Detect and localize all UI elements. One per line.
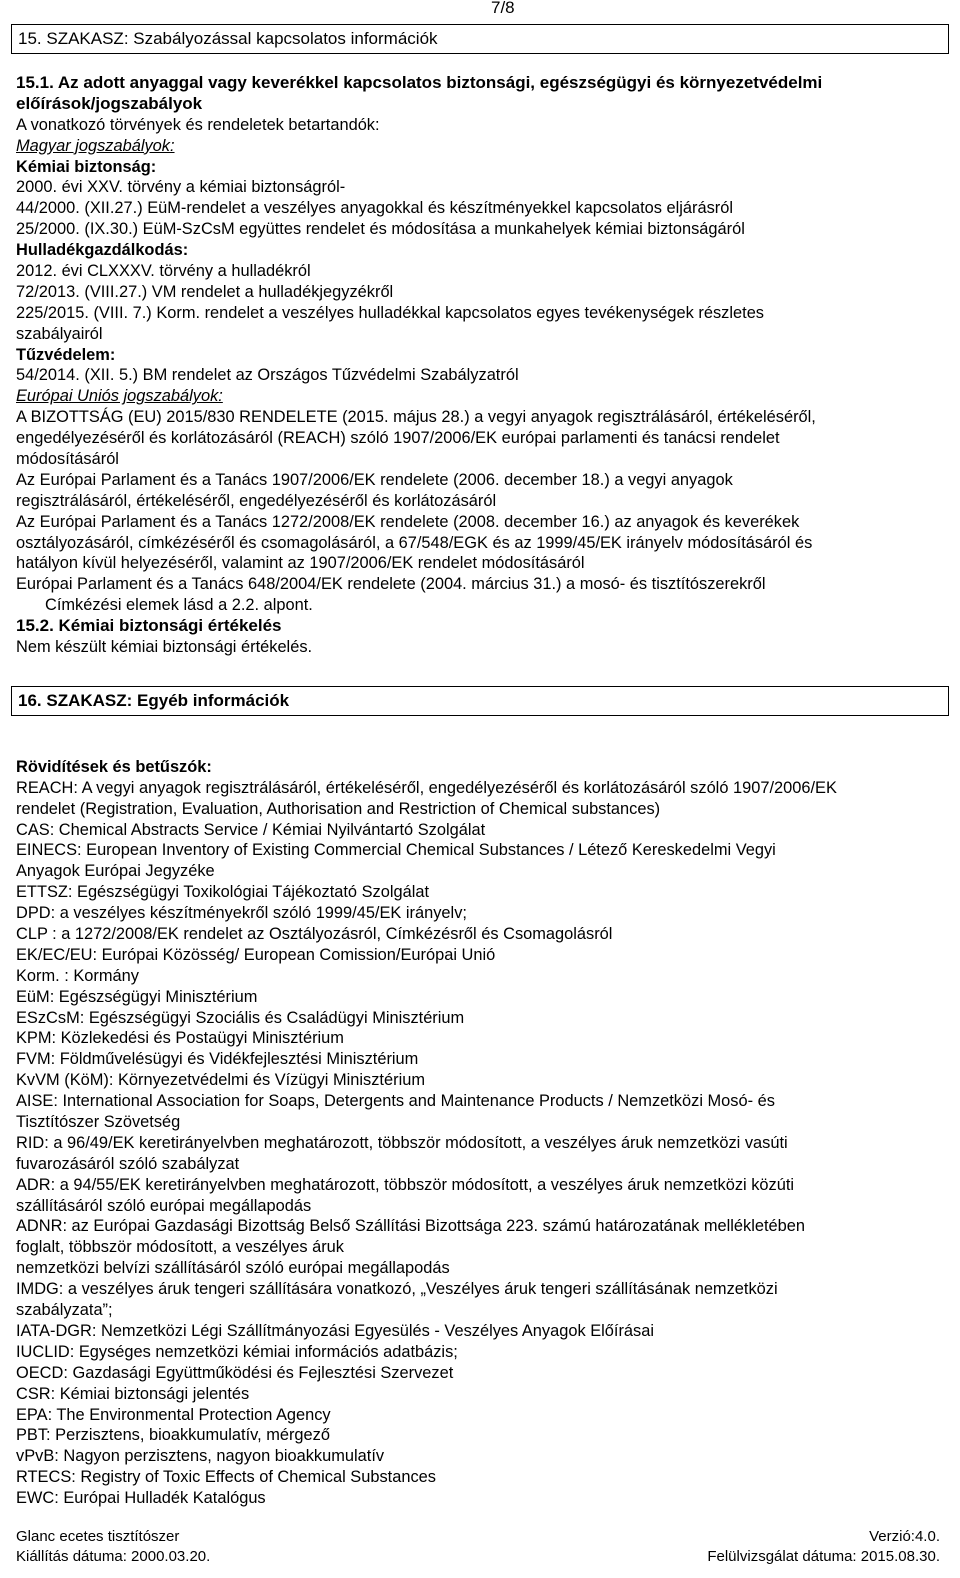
section-15-line: 44/2000. (XII.27.) EüM-rendelet a veszélyes anyagokkal és készítményekkel kapcsolatos eljárásról <box>16 199 733 218</box>
section-15-header: 15. SZAKASZ: Szabályozással kapcsolatos információk <box>11 24 949 54</box>
section-16-line: IUCLID: Egységes nemzetközi kémiai információs adatbázis; <box>16 1342 458 1361</box>
section-15-line: 25/2000. (IX.30.) EüM-SzCsM együttes rendelet és módosítása a munkahelyek kémiai biztonságáról <box>16 220 745 239</box>
section-16-line: ESzCsM: Egészségügyi Szociális és Családügyi Minisztérium <box>16 1008 465 1027</box>
section-16-line: rendelet (Registration, Evaluation, Authorisation and Restriction of Chemical substances) <box>16 799 661 818</box>
section-15-line: Az Európai Parlament és a Tanács 1907/2006/EK rendelete (2006. december 18.) a vegyi anyagok <box>16 470 733 489</box>
section-15-line: 15.1. Az adott anyaggal vagy keverékkel kapcsolatos biztonsági, egészségügyi és környezetvédelmi <box>16 73 823 92</box>
section-16-line: KvVM (KöM): Környezetvédelmi és Vízügyi Minisztérium <box>16 1071 425 1090</box>
section-15-line: 225/2015. (VIII. 7.) Korm. rendelet a veszélyes hulladékkal kapcsolatos egyes tevékenységek részletes <box>16 303 764 322</box>
section-15-line: 2012. évi CLXXXV. törvény a hulladékról <box>16 262 311 281</box>
section-15-line: 15.2. Kémiai biztonsági értékelés <box>16 616 282 636</box>
section-16-line: OECD: Gazdasági Együttműködési és Fejlesztési Szervezet <box>16 1363 454 1382</box>
section-15-line: osztályozásáról, címkézéséről és csomagolásáról, a 67/548/EGK és az 1999/45/EK irányelv módosításáról és <box>16 533 813 552</box>
section-16-line: DPD: a veszélyes készítményekről szóló 1999/45/EK irányelv; <box>16 904 467 923</box>
section-16-line: fuvarozásáról szóló szabályzat <box>16 1154 240 1173</box>
section-16-line: RTECS: Registry of Toxic Effects of Chemical Substances <box>16 1468 436 1487</box>
section-16-line: Anyagok Európai Jegyzéke <box>16 862 215 881</box>
section-16-header: 16. SZAKASZ: Egyéb információk <box>11 686 949 716</box>
section-16-line: CLP : a 1272/2008/EK rendelet az Osztályozásról, Címkézésről és Csomagolásról <box>16 925 613 944</box>
section-15-line: 2000. évi XXV. törvény a kémiai biztonságról- <box>16 178 346 197</box>
section-16-line: IATA-DGR: Nemzetközi Légi Szállítmányozási Egyesülés - Veszélyes Anyagok Előírásai <box>16 1321 654 1340</box>
section-15-body <box>16 73 948 658</box>
section-16-line: ADNR: az Európai Gazdasági Bizottság Belső Szállítási Bizottsága 223. számú határozatának mellékletében <box>16 1217 805 1236</box>
section-15-line: A BIZOTTSÁG (EU) 2015/830 RENDELETE (2015. május 28.) a vegyi anyagok regisztrálásáról, értékeléséről, <box>16 408 816 427</box>
section-15-line: Az Európai Parlament és a Tanács 1272/2008/EK rendelete (2008. december 16.) az anyagok és keverékek <box>16 512 800 531</box>
section-16-line: ADR: a 94/55/EK keretirányelvben meghatározott, többször módosított, a veszélyes áruk nemzetközi közúti <box>16 1175 795 1194</box>
section-16-line: Tisztítószer Szövetség <box>16 1113 181 1132</box>
section-16-line: EPA: The Environmental Protection Agency <box>16 1405 331 1424</box>
section-16-line: AISE: International Association for Soaps, Detergents and Maintenance Products / Nemzetközi Mosó- és <box>16 1092 775 1111</box>
section-15-line: Nem készült kémiai biztonsági értékelés. <box>16 638 313 657</box>
section-15-line: Kémiai biztonság: <box>16 157 157 176</box>
section-16-line: szabályzata”; <box>16 1301 113 1320</box>
section-16-line: EWC: Európai Hulladék Katalógus <box>16 1489 266 1508</box>
section-15-line: 72/2013. (VIII.27.) VM rendelet a hulladékjegyzékről <box>16 282 394 301</box>
section-16-line: RID: a 96/49/EK keretirányelvben meghatározott, többször módosított, a veszélyes áruk nemzetközi vasúti <box>16 1133 788 1152</box>
section-15-line: hatályon kívül helyezéséről, valamint az 1907/2006/EK rendelet módosításáról <box>16 554 585 573</box>
section-16-line: IMDG: a veszélyes áruk tengeri szállítására vonatkozó, „Veszélyes áruk tengeri szállításának nemzetközi <box>16 1280 778 1299</box>
footer-review-date: Felülvizsgálat dátuma: 2015.08.30. <box>707 1548 940 1565</box>
section-16-line: FVM: Földművelésügyi és Vidékfejlesztési Minisztérium <box>16 1050 419 1069</box>
section-15-line: Tűzvédelem: <box>16 345 116 364</box>
section-16-line: vPvB: Nagyon perzisztens, nagyon bioakkumulatív <box>16 1447 385 1466</box>
page-number: 7/8 <box>491 0 515 17</box>
section-16-line <box>16 736 948 757</box>
section-15-line: 54/2014. (XII. 5.) BM rendelet az Országos Tűzvédelmi Szabályzatról <box>16 366 519 385</box>
section-16-line: KPM: Közlekedési és Postaügyi Minisztérium <box>16 1029 344 1048</box>
section-15-line: regisztrálásáról, értékeléséről, engedélyezéséről és korlátozásáról <box>16 491 497 510</box>
section-16-line: Korm. : Kormány <box>16 966 139 985</box>
section-16-line: EüM: Egészségügyi Minisztérium <box>16 987 258 1006</box>
section-16-line: PBT: Perzisztens, bioakkumulatív, mérgező <box>16 1426 330 1445</box>
section-15-line: Európai Parlament és a Tanács 648/2004/EK rendelete (2004. március 31.) a mosó- és tisztítószerekről <box>16 575 766 594</box>
section-16-line: CAS: Chemical Abstracts Service / Kémiai Nyilvántartó Szolgálat <box>16 820 486 839</box>
section-16-line: foglalt, többször módosított, a veszélyes áruk <box>16 1238 344 1257</box>
footer-version: Verzió:4.0. <box>869 1528 940 1545</box>
section-15-line: szabályairól <box>16 324 103 343</box>
section-16-line: nemzetközi belvízi szállításáról szóló európai megállapodás <box>16 1259 450 1278</box>
section-16-line: EK/EC/EU: Európai Közösség/ European Comission/Európai Unió <box>16 945 496 964</box>
section-15-line: engedélyezéséről és korlátozásáról (REACH) szóló 1907/2006/EK európai parlamenti és tanácsi rendelet <box>16 429 780 448</box>
section-16-line: szállításáról szóló európai megállapodás <box>16 1196 312 1215</box>
section-16-body <box>16 736 948 1509</box>
section-15-line: A vonatkozó törvények és rendeletek betartandók: <box>16 115 380 134</box>
section-16-line: EINECS: European Inventory of Existing Commercial Chemical Substances / Létező Kereskedelmi Vegyi <box>16 841 776 860</box>
section-15-line: előírások/jogszabályok <box>16 93 203 113</box>
section-15-line: Hulladékgazdálkodás: <box>16 241 189 260</box>
section-16-line: Rövidítések és betűszók: <box>16 757 212 776</box>
section-16-line: ETTSZ: Egészségügyi Toxikológiai Tájékoztató Szolgálat <box>16 883 430 902</box>
section-15-line: Magyar jogszabályok: <box>16 136 175 155</box>
footer-product-name: Glanc ecetes tisztítószer <box>16 1528 180 1545</box>
section-15-line: módosításáról <box>16 450 119 469</box>
section-16-line: CSR: Kémiai biztonsági jelentés <box>16 1384 250 1403</box>
section-16-line: REACH: A vegyi anyagok regisztrálásáról, értékeléséről, engedélyezéséről és korlátozásáról szóló 1907/2006/EK <box>16 778 837 797</box>
footer-issue-date: Kiállítás dátuma: 2000.03.20. <box>16 1548 211 1565</box>
section-15-line: Címkézési elemek lásd a 2.2. alpont. <box>45 596 313 615</box>
section-15-line: Európai Uniós jogszabályok: <box>16 387 223 406</box>
